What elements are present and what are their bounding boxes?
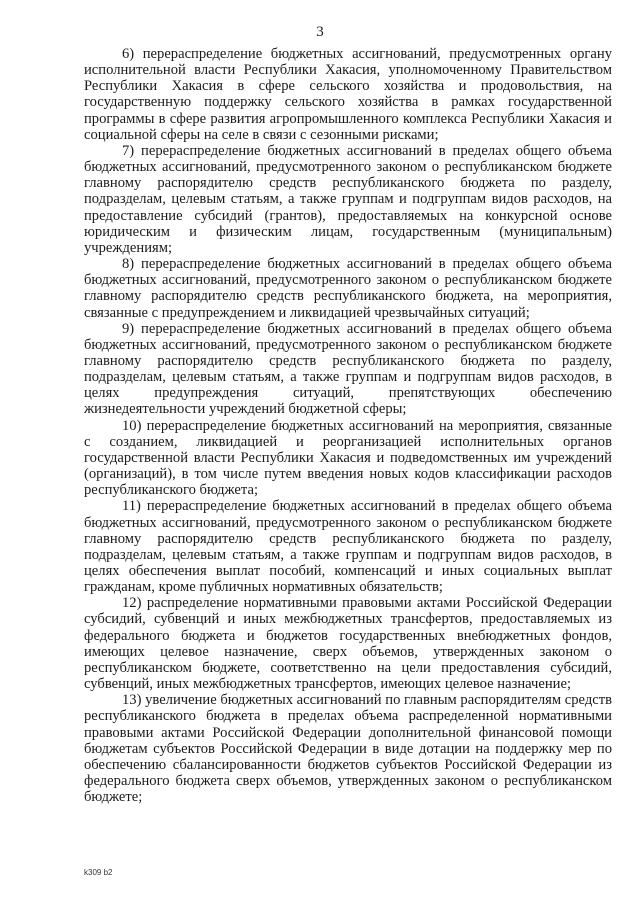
paragraph-item-12: 12) распределение нормативными правовыми актами Российской Федерации субсидий, субвенций и иных межбюджетных трансфертов, предоставляемых из федерального бюджета и бюджетов государственных внебюджетных фондов, имеющих целевое назначение, сверх объемов, утвержденных законом о республиканском бюджете, соответственно на цели предоставления субсидий, субвенций, иных межбюджетных трансфертов, имеющих целевое назначение; — [84, 595, 612, 693]
page-number: 3 — [316, 24, 324, 40]
paragraph-item-7: 7) перераспределение бюджетных ассигнований в пределах общего объема бюджетных ассигнований, предусмотренного законом о республиканском бюджете главному распорядителю средств республиканского бюджета по разделу, подразделам, целевым статьям, а также группам и подгруппам видов расходов, на предоставление субсидий (грантов), предоставляемых на конкурсной основе юридическим и физическим лицам, государственным (муниципальным) учреждениям; — [84, 142, 612, 256]
document-body — [84, 46, 612, 805]
footer-code: k309 b2 — [84, 868, 113, 877]
paragraph-item-13: 13) увеличение бюджетных ассигнований по главным распорядителям средств республиканского бюджета в пределах объема распределенной нормативными правовыми актами Российской Федерации дополнительной финансовой помощи бюджетам субъектов Российской Федерации в виде дотации на поддержку мер по обеспечению сбалансированности бюджетов субъектов Российской Федерации из федерального бюджета сверх объемов, утвержденных законом о республиканском бюджете; — [84, 692, 612, 806]
paragraph-item-11: 11) перераспределение бюджетных ассигнований в пределах общего объема бюджетных ассигнований, предусмотренного законом о республиканском бюджете главному распорядителю средств республиканского бюджета по разделу, подразделам, целевым статьям, а также группам и подгруппам видов расходов, в целях обеспечения выплат пособий, компенсаций и иных социальных выплат гражданам, кроме публичных нормативных обязательств; — [84, 498, 612, 596]
paragraph-item-9: 9) перераспределение бюджетных ассигнований в пределах общего объема бюджетных ассигнований, предусмотренного законом о республиканском бюджете главному распорядителю средств республиканского бюджета по разделу, подразделам, целевым статьям, а также группам и подгруппам видов расходов, в целях предупреждения ситуаций, препятствующих обеспечению жизнедеятельности учреждений бюджетной сферы; — [84, 320, 612, 418]
paragraph-item-6: 6) перераспределение бюджетных ассигнований, предусмотренных органу исполнительной власти Республики Хакасия, уполномоченному Правительством Республики Хакасия в сфере сельского хозяйства и продовольствия, на государственную поддержку сельского хозяйства в рамках государственной программы в сфере развития агропромышленного комплекса Республики Хакасия и социальной сферы на селе в связи с сезонными рисками; — [84, 46, 612, 143]
paragraph-item-8: 8) перераспределение бюджетных ассигнований в пределах общего объема бюджетных ассигнований, предусмотренного законом о республиканском бюджете главному распорядителю средств республиканского бюджета, на мероприятия, связанные с предупреждением и ликвидацией чрезвычайных ситуаций; — [84, 256, 612, 321]
paragraph-item-10: 10) перераспределение бюджетных ассигнований на мероприятия, связанные с созданием, ликвидацией и реорганизацией исполнительных органов государственной власти Республики Хакасия и подведомственных им учреждений (организаций), в том числе путем введения новых кодов классификации расходов республиканского бюджета; — [84, 417, 612, 499]
